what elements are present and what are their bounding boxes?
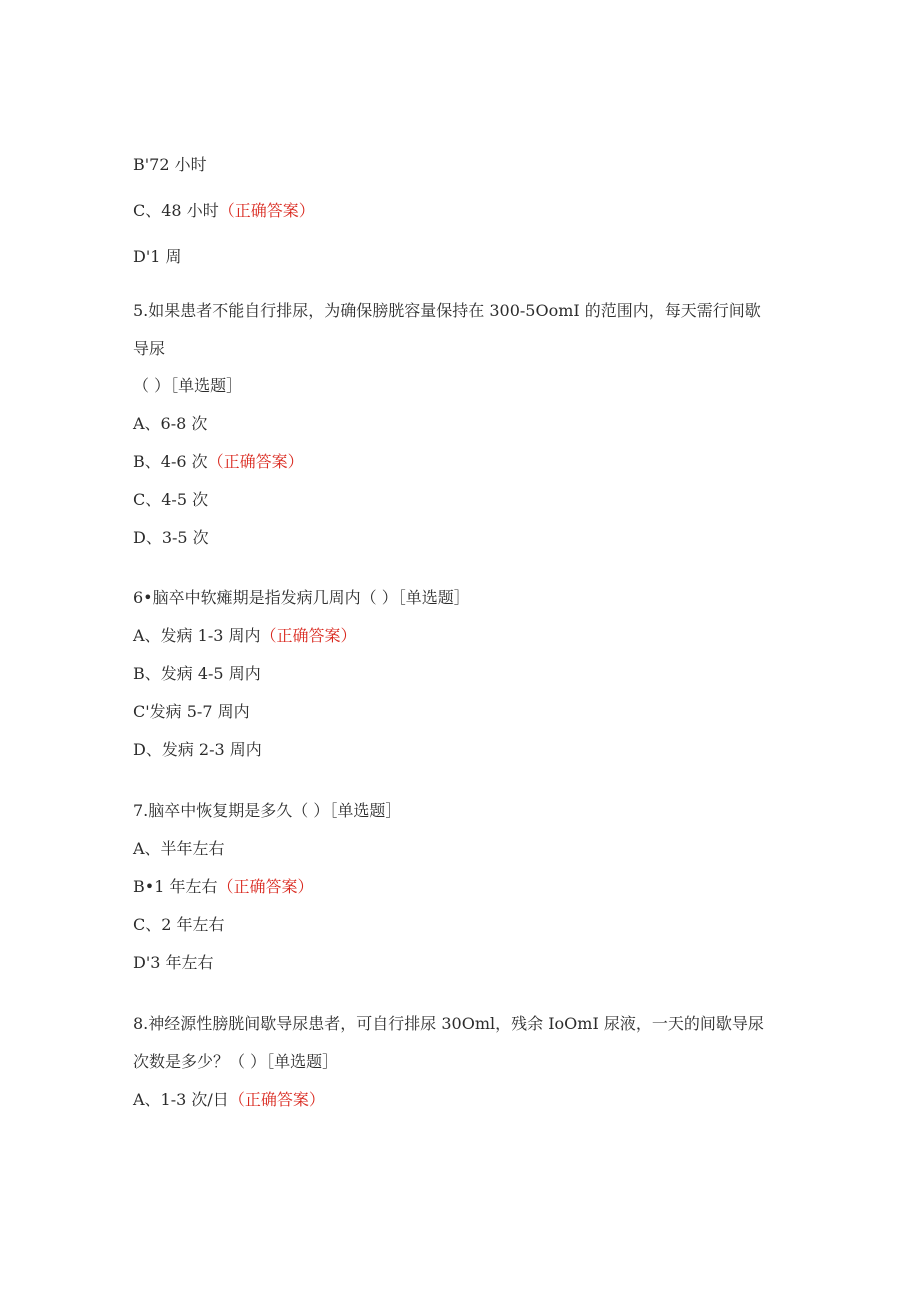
q7-option-c: C、2 年左右 [133,915,225,934]
correct-answer-mark: （正确答案） [228,1090,325,1109]
q5-question-line1: 5.如果患者不能自行排尿，为确保膀胱容量保持在 300-5OomI 的范围内，每天需行间歇 [133,301,761,320]
q5-option-b [133,451,304,473]
q6-question: 6•脑卒中软瘫期是指发病几周内（ ）［单选题］ [133,588,470,607]
q7-option-b-text: B•1 年左右 [133,877,218,896]
q8-option-a-text: A、1-3 次/日 [133,1090,229,1109]
q5-question-line2: 导尿 [133,339,166,358]
correct-answer-mark: （正确答案） [260,626,357,645]
correct-answer-mark: （正确答案） [217,877,314,896]
q7-option-b [133,876,313,898]
q6-option-b: B、发病 4-5 周内 [133,664,261,683]
q4-option-d: D'1 周 [133,247,182,266]
q5-option-c: C、4-5 次 [133,490,209,509]
q8-question-line1: 8.神经源性膀胱间歇导尿患者，可自行排尿 30Oml，残余 IoOmI 尿液，一天的间歇导尿 [133,1014,764,1033]
q4-option-c-text: C、48 小时 [133,201,219,220]
q7-option-a: A、半年左右 [133,839,225,858]
q7-option-d: D'3 年左右 [133,953,214,972]
q6-option-a [133,625,357,647]
q5-option-d: D、3-5 次 [133,528,209,547]
q5-question-line3: （ ）［单选题］ [133,376,243,395]
correct-answer-mark: （正确答案） [207,452,304,471]
q6-option-a-text: A、发病 1-3 周内 [133,626,261,645]
q7-question: 7.脑卒中恢复期是多久（ ）［单选题］ [133,801,402,820]
q4-option-b: B'72 小时 [133,155,207,174]
q6-option-d: D、发病 2-3 周内 [133,740,262,759]
q6-option-c: C'发病 5-7 周内 [133,702,250,721]
q8-option-a [133,1089,325,1111]
q5-option-a: A、6-8 次 [133,414,208,433]
correct-answer-mark: （正确答案） [218,201,315,220]
q8-question-line2: 次数是多少？（ ）［单选题］ [133,1052,339,1071]
q5-option-b-text: B、4-6 次 [133,452,208,471]
q4-option-c [133,200,315,222]
